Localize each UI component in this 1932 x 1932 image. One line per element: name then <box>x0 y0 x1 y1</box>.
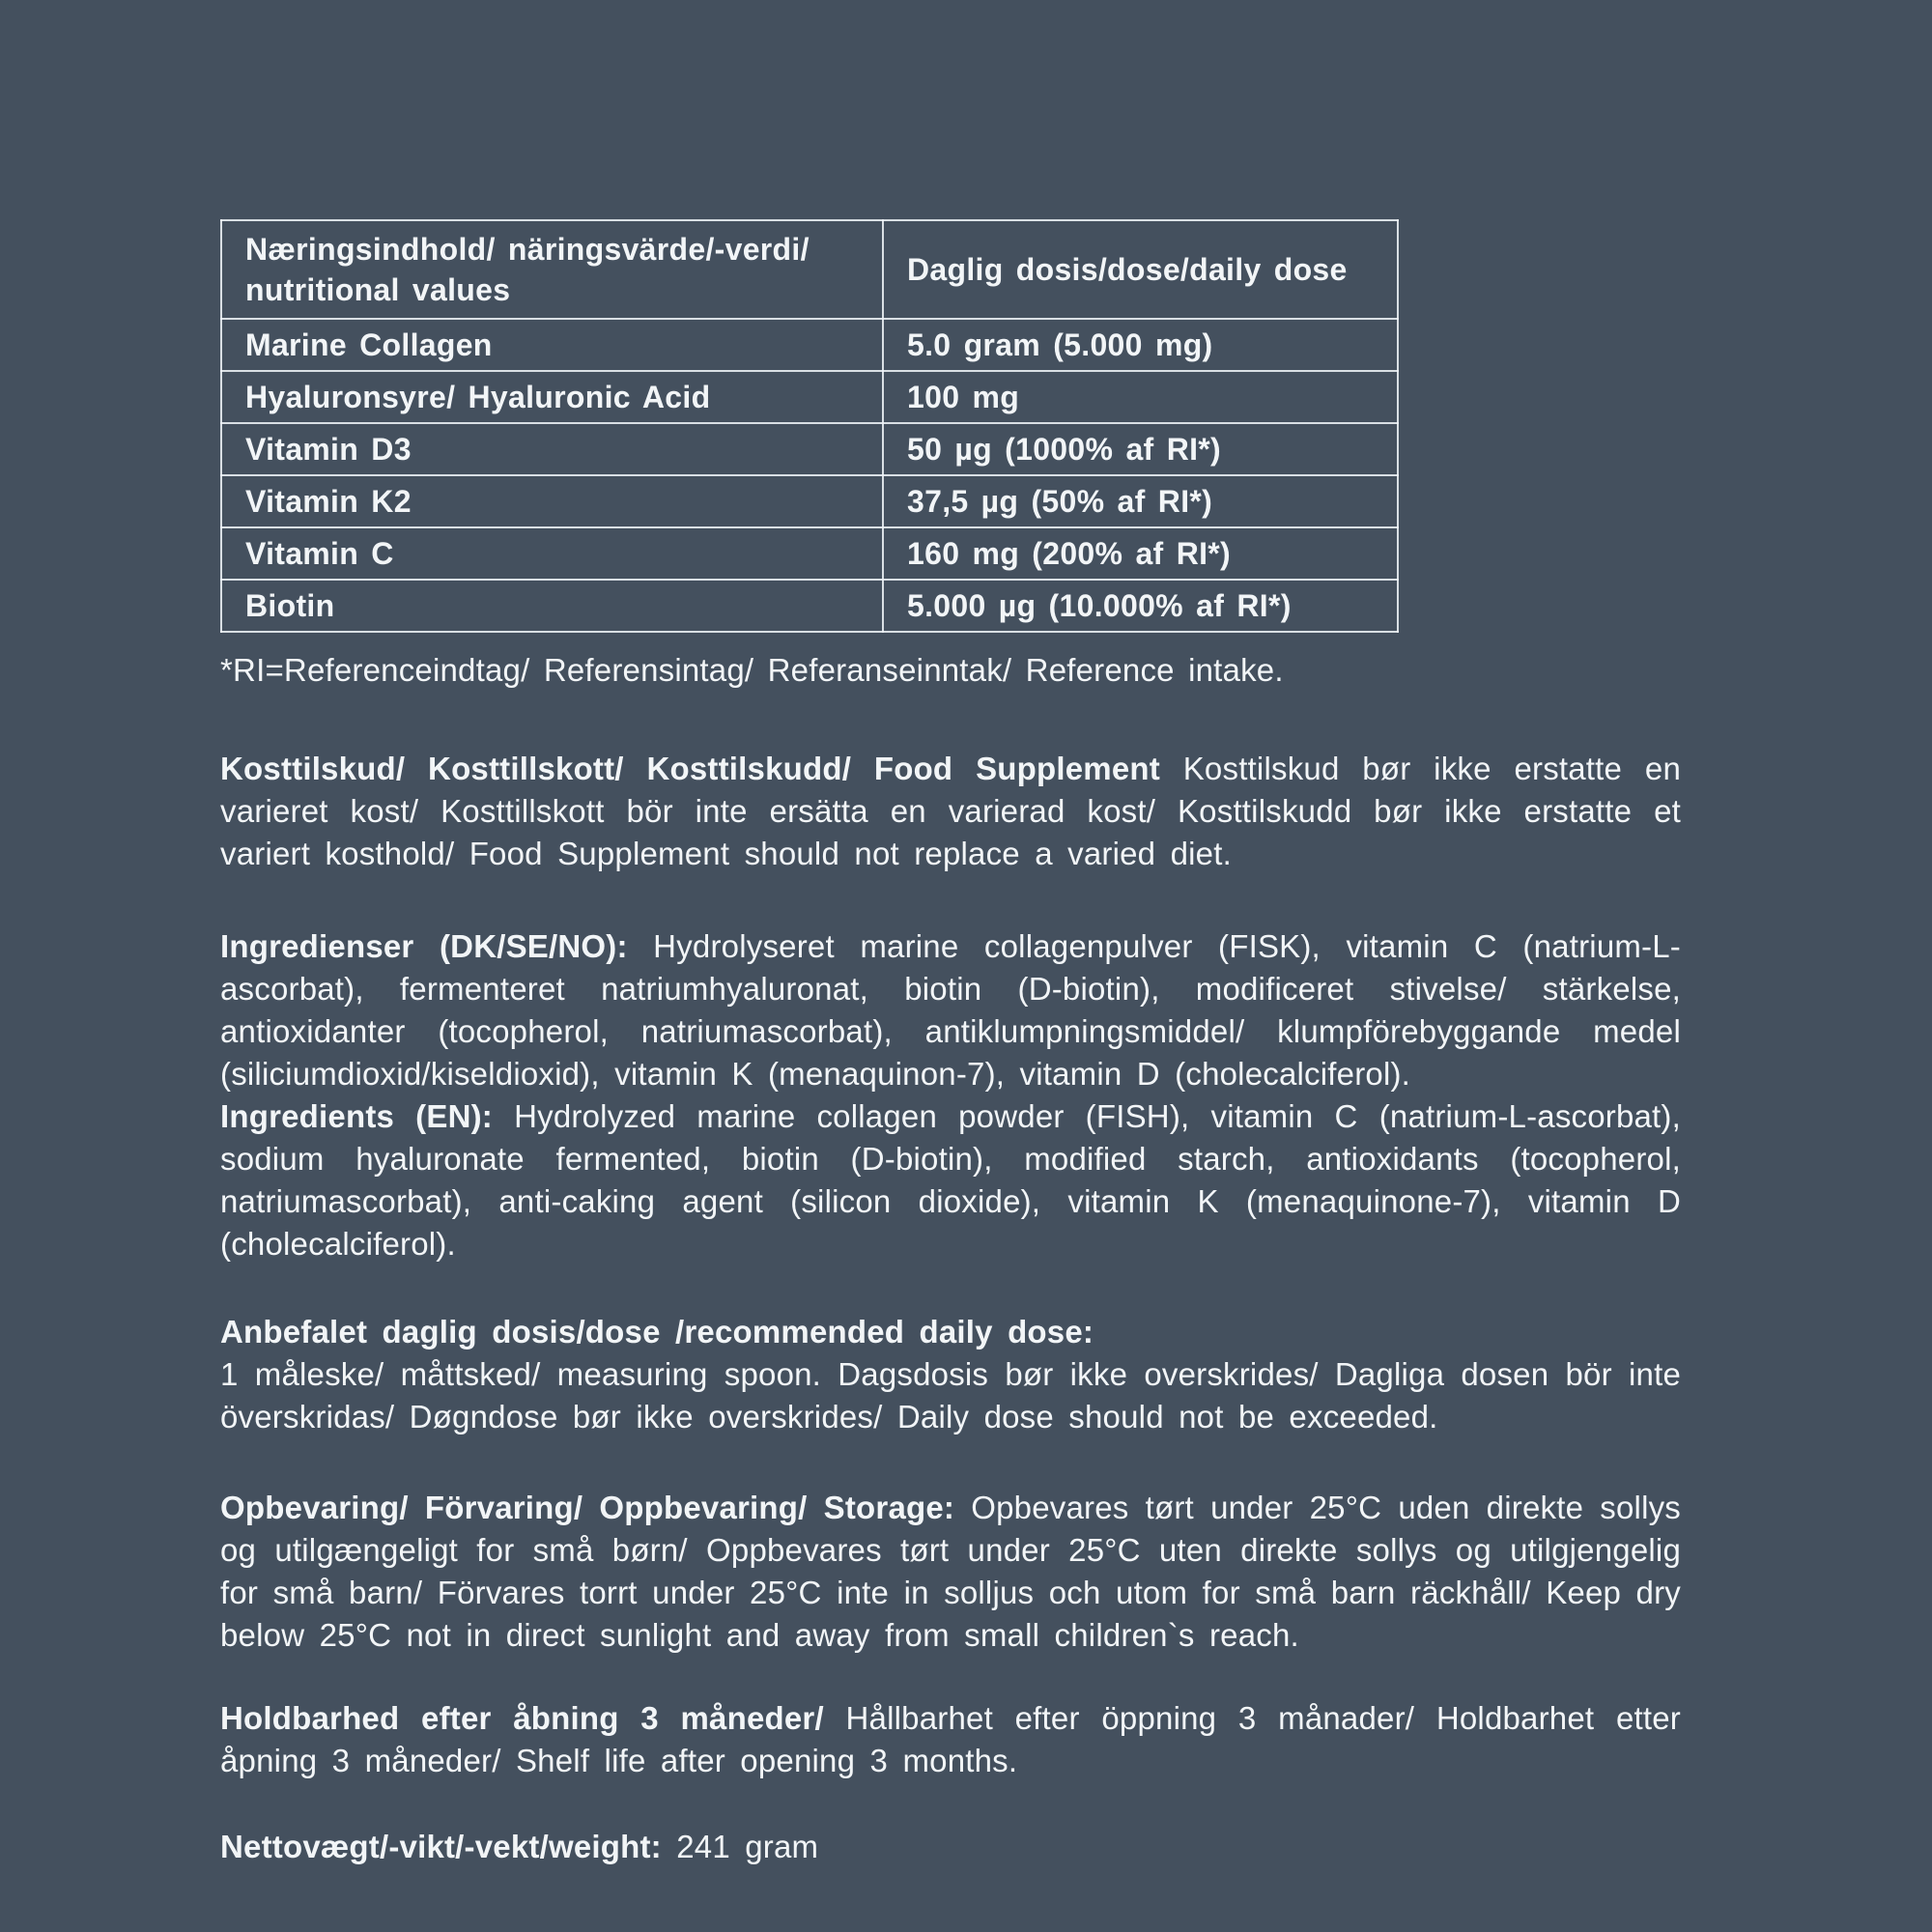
food-supplement-paragraph <box>220 748 1681 875</box>
daily-dose-heading: Anbefalet daglig dosis/dose /recommended daily dose: <box>220 1314 1094 1350</box>
nutrient-name: Vitamin K2 <box>221 475 883 527</box>
nutrition-table <box>220 219 1399 633</box>
nutrient-name: Vitamin C <box>221 527 883 580</box>
storage-text: Opbevares tørt under 25°C uden direkte sollys og utilgængeligt for små børn/ Oppbevares tørt under 25°C uten direkte sollys og utilgjengelig for små barn/ Förvares torrt under 25°C inte in solljus och utom for små barn räckhåll/ Keep dry below 25°C not in direct sunlight and away from small children`s reach. <box>220 1490 1681 1653</box>
table-row <box>221 423 1398 475</box>
label-content <box>220 219 1681 1868</box>
table-row <box>221 475 1398 527</box>
table-row <box>221 371 1398 423</box>
daily-dose-text: 1 måleske/ måttsked/ measuring spoon. Dagsdosis bør ikke overskrides/ Dagliga dosen bör inte överskridas/ Døgndose bør ikke overskrides/ Daily dose should not be exceeded. <box>220 1356 1681 1435</box>
shelf-life-paragraph <box>220 1697 1681 1782</box>
net-weight-heading: Nettovægt/-vikt/-vekt/weight: <box>220 1829 662 1864</box>
ingredients-dk-heading: Ingredienser (DK/SE/NO): <box>220 928 628 964</box>
ingredients-en-text: Hydrolyzed marine collagen powder (FISH), vitamin C (natrium-L-ascorbat), sodium hyaluronate fermented, biotin (D-biotin), modified starch, antioxidants (tocopherol, natriumascorbat), anti-caking agent (silicon dioxide), vitamin K (menaquinone-7), vitamin D (cholecalciferol). <box>220 1098 1681 1262</box>
nutrient-name: Vitamin D3 <box>221 423 883 475</box>
shelf-life-text: Hållbarhet efter öppning 3 månader/ Holdbarhet etter åpning 3 måneder/ Shelf life after opening 3 months. <box>220 1700 1681 1778</box>
food-supplement-heading: Kosttilskud/ Kosttillskott/ Kosttilskudd/ Food Supplement <box>220 751 1160 786</box>
food-supplement-text: Kosttilskud bør ikke erstatte en varieret kost/ Kosttillskott bör inte ersätta en varierad kost/ Kosttilskudd bør ikke erstatte et variert kosthold/ Food Supplement should not replace a varied diet. <box>220 751 1681 871</box>
net-weight-line <box>220 1826 1681 1868</box>
ingredients-dk-text: Hydrolyseret marine collagenpulver (FISK), vitamin C (natrium-L-ascorbat), fermenteret natriumhyaluronat, biotin (D-biotin), modificeret stivelse/ stärkelse, antioxidanter (tocopherol, natriumascorbat), antiklumpningsmiddel/ klumpförebyggande medel (siliciumdioxid/kiseldioxid), vitamin K (menaquinon-7), vitamin D (cholecalciferol). <box>220 928 1681 1092</box>
table-row <box>221 527 1398 580</box>
shelf-life-heading: Holdbarhed efter åbning 3 måneder/ <box>220 1700 824 1736</box>
storage-paragraph <box>220 1487 1681 1657</box>
nutrient-dose: 100 mg <box>883 371 1398 423</box>
nutrition-header-dose: Daglig dosis/dose/daily dose <box>883 220 1398 319</box>
table-row <box>221 580 1398 632</box>
nutrient-dose: 50 µg (1000% af RI*) <box>883 423 1398 475</box>
ingredients-en-block <box>220 1095 1681 1265</box>
daily-dose-paragraph <box>220 1311 1681 1438</box>
nutrient-name: Marine Collagen <box>221 319 883 371</box>
nutrient-name: Hyaluronsyre/ Hyaluronic Acid <box>221 371 883 423</box>
nutrient-dose: 160 mg (200% af RI*) <box>883 527 1398 580</box>
ingredients-paragraph <box>220 925 1681 1265</box>
table-row <box>221 319 1398 371</box>
nutrient-dose: 5.0 gram (5.000 mg) <box>883 319 1398 371</box>
ingredients-dk-block <box>220 925 1681 1095</box>
nutrient-name: Biotin <box>221 580 883 632</box>
net-weight-value: 241 gram <box>661 1829 819 1864</box>
ingredients-en-heading: Ingredients (EN): <box>220 1098 493 1134</box>
nutrient-dose: 5.000 µg (10.000% af RI*) <box>883 580 1398 632</box>
nutrition-table-header-row <box>221 220 1398 319</box>
nutrition-header-values: Næringsindhold/ näringsvärde/-verdi/ nutritional values <box>221 220 883 319</box>
reference-intake-footnote: *RI=Referenceindtag/ Referensintag/ Referanseinntak/ Reference intake. <box>220 652 1284 688</box>
nutrient-dose: 37,5 µg (50% af RI*) <box>883 475 1398 527</box>
storage-heading: Opbevaring/ Förvaring/ Oppbevaring/ Storage: <box>220 1490 955 1525</box>
